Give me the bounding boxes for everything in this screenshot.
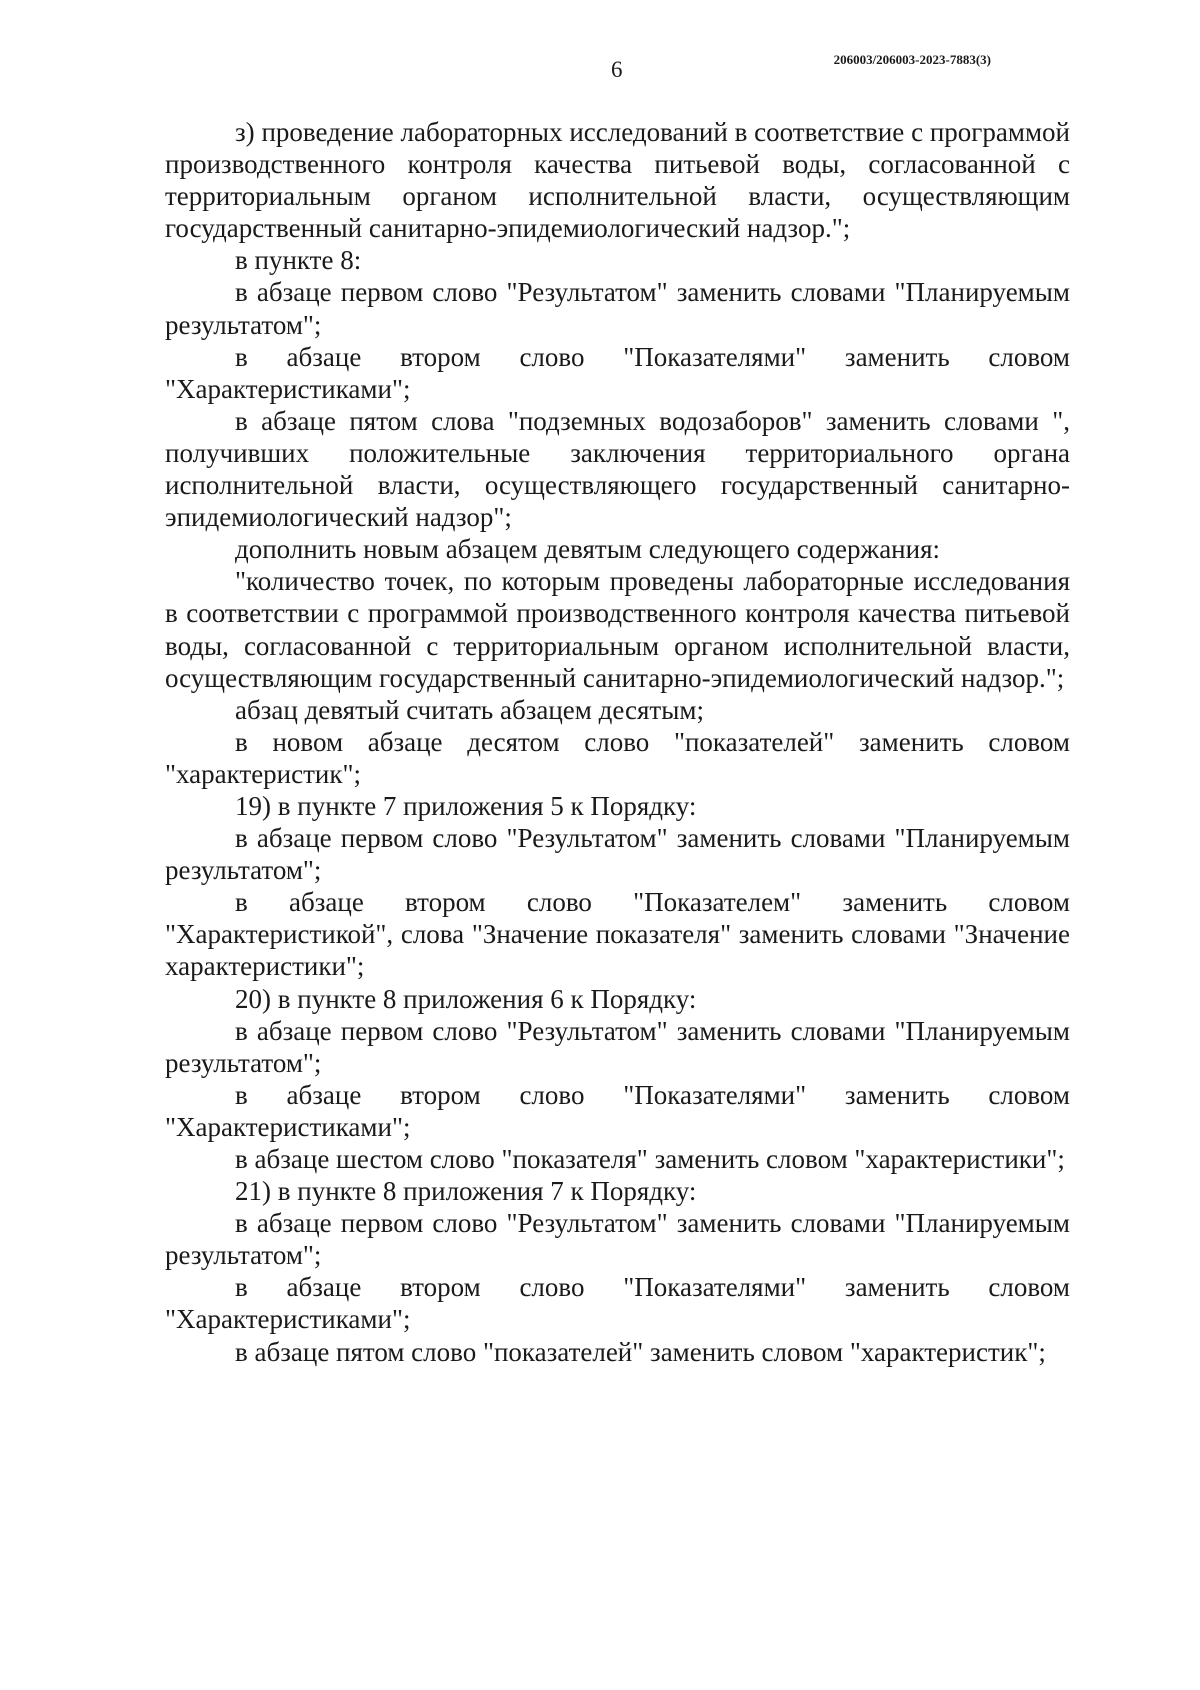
paragraph-amendment: в абзаце втором слово "Показателями" заменить словом "Характеристиками"; xyxy=(165,1079,1070,1142)
paragraph-amendment: в абзаце пятом слова "подземных водозаборов" заменить словами ", получивших положительные заключения территориального органа исполнительной власти, осуществляющего государственный санитарно-эпидемиологический надзор"; xyxy=(165,405,1070,533)
paragraph-amendment: в абзаце первом слово "Результатом" заменить словами "Планируемым результатом"; xyxy=(165,1208,1070,1271)
paragraph-amendment: в новом абзаце десятом слово "показателей" заменить словом "характеристик"; xyxy=(165,726,1070,789)
document-body xyxy=(165,116,1070,1368)
paragraph-point-8-heading: в пункте 8: xyxy=(235,245,362,276)
paragraph-amendment: в абзаце пятом слово "показателей" заменить словом "характеристик"; xyxy=(235,1336,1046,1367)
paragraph-amendment: в абзаце втором слово "Показателем" заменить словом "Характеристикой", слова "Значение показателя" заменить словами "Значение характеристики"; xyxy=(165,887,1070,982)
paragraph-amendment: в абзаце первом слово "Результатом" заменить словами "Планируемым результатом"; xyxy=(165,823,1070,886)
document-id: 206003/206003-2023-7883(3) xyxy=(833,52,991,67)
paragraph-amendment: в абзаце первом слово "Результатом" заменить словами "Планируемым результатом"; xyxy=(165,1015,1070,1078)
paragraph-amendment: в абзаце втором слово "Показателями" заменить словом "Характеристиками"; xyxy=(165,341,1070,404)
paragraph-item-20: 20) в пункте 8 приложения 6 к Порядку: xyxy=(235,983,697,1014)
paragraph-item-21: 21) в пункте 8 приложения 7 к Порядку: xyxy=(235,1176,697,1207)
paragraph-amendment: дополнить новым абзацем девятым следующего содержания: xyxy=(235,534,940,565)
paragraph-amendment: в абзаце втором слово "Показателями" заменить словом "Характеристиками"; xyxy=(165,1272,1070,1335)
paragraph-item-z: з) проведение лабораторных исследований в соответствие с программой производственного контроля качества питьевой воды, согласованной с территориальным органом исполнительной власти, осуществляющим государственный санитарно-эпидемиологический надзор."; xyxy=(165,117,1070,244)
paragraph-amendment: в абзаце шестом слово "показателя" заменить словом "характеристики"; xyxy=(235,1144,1065,1174)
page-number: 6 xyxy=(611,57,623,82)
paragraph-amendment: абзац девятый считать абзацем десятым; xyxy=(235,694,704,725)
paragraph-item-19: 19) в пункте 7 приложения 5 к Порядку: xyxy=(235,790,697,821)
paragraph-new-text: "количество точек, по которым проведены лабораторные исследования в соответствии с программой производственного контроля качества питьевой воды, согласованной с территориальным органом исполнительной власти, осуществляющим государственный санитарно-эпидемиологический надзор."; xyxy=(165,566,1070,693)
paragraph-amendment: в абзаце первом слово "Результатом" заменить словами "Планируемым результатом"; xyxy=(165,277,1070,340)
